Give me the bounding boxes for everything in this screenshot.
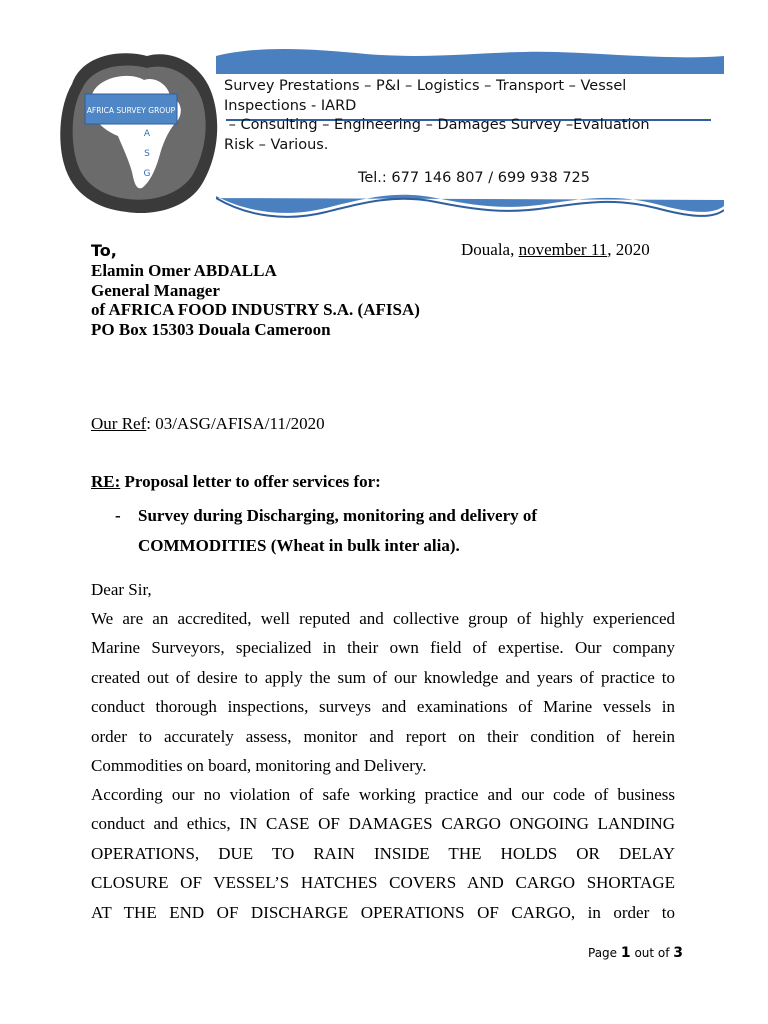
telephone: Tel.: 677 146 807 / 699 938 725 [357,170,591,186]
paragraph-2 [91,780,675,927]
paragraph-1-line: Marine Surveyors, specialized in their own field of expertise. Our company [91,638,675,658]
page-total: 3 [673,945,684,961]
letter-date [461,240,650,260]
banner-top-wave [216,49,724,74]
services-line-2: Inspections - IARD [224,97,357,114]
bullet-line-2: COMMODITIES (Wheat in bulk inter alia). [138,535,460,555]
page-footer [588,945,683,961]
date-day: november 11 [518,240,608,259]
paragraph-1-line: conduct thorough inspections, surveys and examinations of Marine vessels in [91,697,675,717]
bullet-line-1: Survey during Discharging, monitoring and delivery of [138,506,538,525]
recipient-block [91,241,420,340]
date-city: Douala, [461,240,519,259]
company-logo [52,44,222,219]
services-line-4: Risk – Various. [224,136,329,153]
paragraph-1-line: order to accurately assess, monitor and report on their condition of herein [91,726,675,746]
page-word: Page [588,946,621,960]
bullet-dash: - [115,506,121,525]
re-label: RE: [91,472,121,491]
to-label: To, [91,241,117,260]
re-text: Proposal letter to offer services for: [120,472,381,491]
ref-value: : 03/ASG/AFISA/11/2020 [146,414,325,433]
page-number: 1 [620,945,631,961]
logo-letter-g: G [143,169,151,179]
recipient-address: PO Box 15303 Douala Cameroon [91,320,331,340]
paragraph-1-line: We are an accredited, well reputed and collective group of highly experienced [91,609,675,628]
salutation: Dear Sir, [91,580,152,599]
paragraph-1 [91,604,675,780]
out-of-word: out of [630,946,674,960]
services-block [224,77,714,189]
banner-bottom-wave [216,195,724,213]
logo-text: AFRICA SURVEY GROUP [86,106,176,115]
recipient-name: Elamin Omer ABDALLA [91,260,277,280]
recipient-title: General Manager [91,280,220,300]
services-line-1: Survey Prestations – P&I – Logistics – Transport – Vessel [224,78,627,94]
paragraph-2-line: conduct and ethics, IN CASE OF DAMAGES CARGO ONGOING LANDING [91,814,675,834]
paragraph-1-line: Commodities on board, monitoring and Delivery. [91,756,427,776]
paragraph-1-line: created out of desire to apply the sum of our knowledge and years of practice to [91,667,675,687]
paragraph-2-line: CLOSURE OF VESSEL’S HATCHES COVERS AND CARGO SHORTAGE [91,873,675,893]
logo-graphic [52,44,222,219]
subject-bullet [115,501,578,560]
ref-label: Our Ref [91,414,147,433]
services-line-3: – Consulting – Engineering – Damages Survey –Evaluation [224,117,650,133]
logo-letter-a: A [143,129,151,139]
recipient-company: of AFRICA FOOD INDUSTRY S.A. (AFISA) [91,300,420,320]
date-year: , 2020 [607,240,650,259]
paragraph-2-line: According our no violation of safe working practice and our code of business [91,785,675,804]
logo-letter-s: S [144,149,150,159]
paragraph-2-line: AT THE END OF DISCHARGE OPERATIONS OF CARGO, in order to [91,902,675,922]
paragraph-2-line: OPERATIONS, DUE TO RAIN INSIDE THE HOLDS OR DELAY [91,843,675,863]
reference [91,414,325,434]
subject-line [91,472,381,492]
